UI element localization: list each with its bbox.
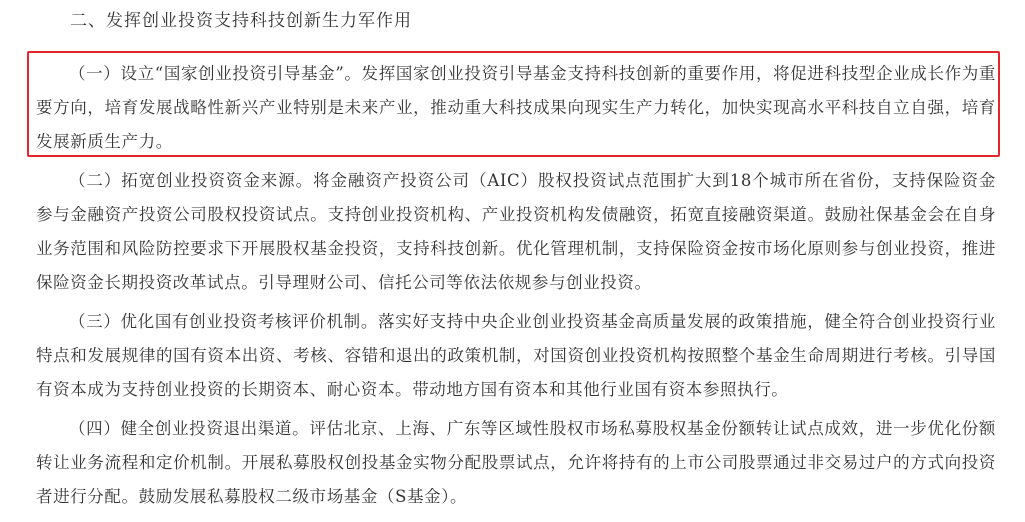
section-heading: 二、发挥创业投资支持科技创新生力军作用 bbox=[70, 11, 412, 31]
paragraph-3: （三）优化国有创业投资考核评价机制。落实好支持中央企业创业投资基金高质量发展的政策措施，健全符合创业投资行业特点和发展规律的国有资本出资、考核、容错和退出的政策机制，对国资创业投资机构按照整个基金生命周期进行考核。引导国有资本成为支持创业投资的长期资本、耐心资本。带动地方国有资本和其他行业国有资本参照执行。 bbox=[36, 312, 996, 399]
paragraph-1: （一）设立“国家创业投资引导基金”。发挥国家创业投资引导基金支持科技创新的重要作用，将促进科技型企业成长作为重要方向，培育发展战略性新兴产业特别是未来产业，推动重大科技成果向现实生产力转化，加快实现高水平科技自立自强，培育发展新质生产力。 bbox=[36, 64, 996, 151]
paragraph-4: （四）健全创业投资退出渠道。评估北京、上海、广东等区域性股权市场私募股权基金份额转让试点成效，进一步优化份额转让业务流程和定价机制。开展私募股权创投基金实物分配股票试点，允许将持有的上市公司股票通过非交易过户的方式向投资者进行分配。鼓励发展私募股权二级市场基金（S基金）。 bbox=[36, 419, 996, 506]
paragraph-2: （二）拓宽创业投资资金来源。将金融资产投资公司（AIC）股权投资试点范围扩大到18个城市所在省份，支持保险资金参与金融资产投资公司股权投资试点。支持创业投资机构、产业投资机构发债融资，拓宽直接融资渠道。鼓励社保基金会在自身业务范围和风险防控要求下开展股权基金投资，支持科技创新。优化管理机制，支持保险资金按市场化原则参与创业投资，推进保险资金长期投资改革试点。引导理财公司、信托公司等依法依规参与创业投资。 bbox=[36, 171, 996, 292]
